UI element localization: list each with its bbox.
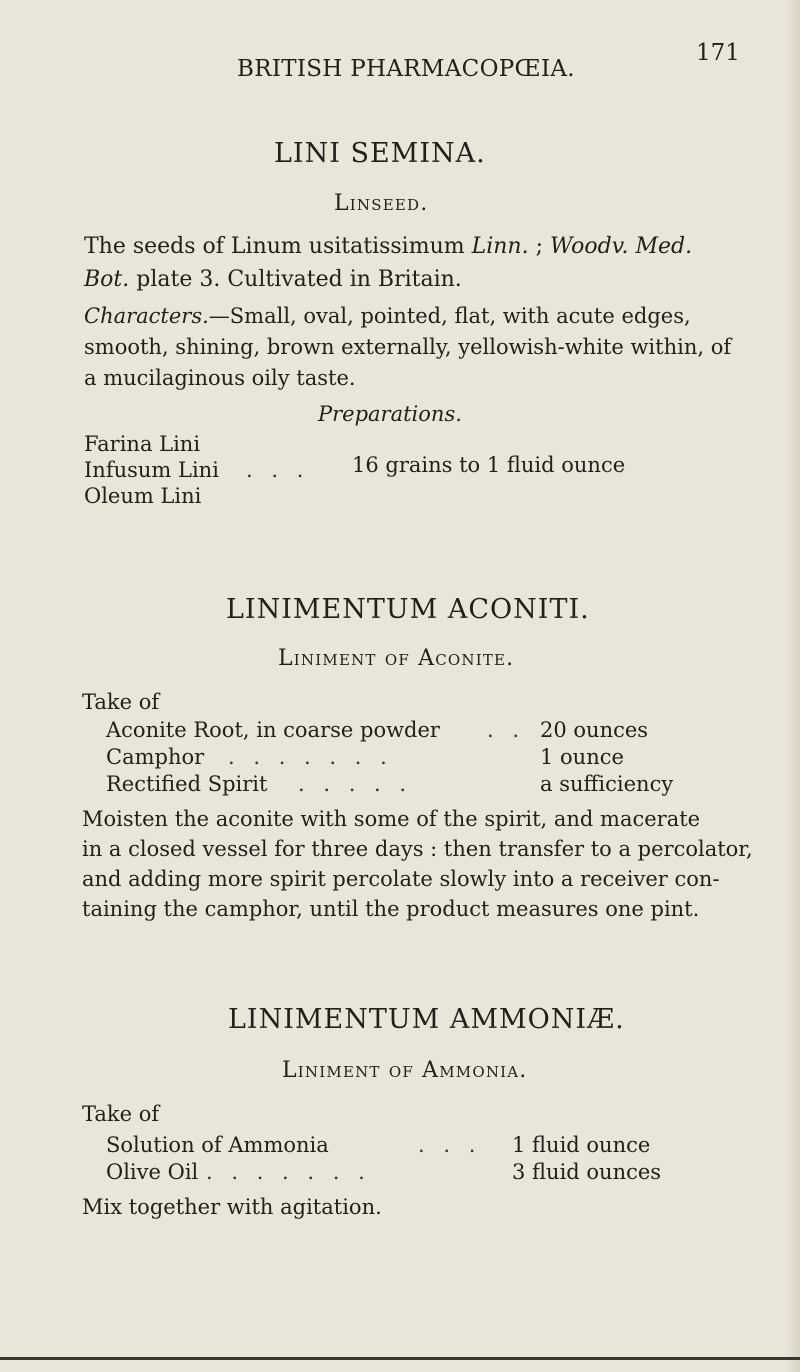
page-number: 171 <box>696 40 740 66</box>
aconite-directions-line-2: in a closed vessel for three days : then transfer to a percolator, <box>82 837 753 861</box>
ingredient-leader-dots: . . . . . <box>298 772 413 796</box>
ingredient-leader-dots: . . <box>487 718 526 742</box>
source-text: The seeds of Linum usitatissimum <box>84 234 472 259</box>
preparations-heading: Preparations. <box>318 402 462 426</box>
linimentum-aconiti-title: LINIMENTUM ACONITI. <box>226 594 590 625</box>
characters-label: Characters. <box>84 304 209 328</box>
ingredient-rectified-spirit: Rectified Spirit <box>106 772 268 796</box>
preparation-oleum-lini: Oleum Lini <box>84 484 202 508</box>
lini-semina-title: LINI SEMINA. <box>274 138 486 169</box>
linimentum-aconiti-subtitle: Liniment of Aconite. <box>278 646 515 671</box>
ingredient-ammonia-qty: 1 fluid ounce <box>512 1133 651 1157</box>
characters-line-3: a mucilaginous oily taste. <box>84 366 356 390</box>
aconite-take-of: Take of <box>82 690 160 714</box>
source-plate: plate 3. Cultivated in Britain. <box>129 267 462 292</box>
lini-semina-source-line-2 <box>84 263 462 296</box>
ingredient-camphor: Camphor <box>106 745 205 769</box>
preparation-leader-dots: . . . <box>246 458 310 482</box>
running-head: BRITISH PHARMACOPŒIA. <box>237 56 575 82</box>
ingredient-olive-oil: Olive Oil <box>106 1160 199 1184</box>
lini-semina-source-line-1 <box>84 230 692 263</box>
ammonia-take-of: Take of <box>82 1102 160 1126</box>
lini-semina-subtitle: Linseed. <box>334 191 429 216</box>
ingredient-aconite-qty: 20 ounces <box>540 718 649 742</box>
ingredient-leader-dots: . . . . . . . <box>228 745 393 769</box>
ingredient-olive-oil-qty: 3 fluid ounces <box>512 1160 662 1184</box>
source-separator: ; <box>528 234 550 259</box>
preparation-farina-lini: Farina Lini <box>84 432 201 456</box>
ingredient-solution-of-ammonia: Solution of Ammonia <box>106 1133 329 1157</box>
ingredient-leader-dots: . . . . . . . <box>206 1160 371 1184</box>
preparation-infusum-lini: Infusum Lini <box>84 458 219 482</box>
aconite-directions-line-4: taining the camphor, until the product measures one pint. <box>82 897 700 921</box>
woodv-citation: Woodv. Med. <box>550 234 693 259</box>
ingredient-leader-dots: . . . <box>418 1133 482 1157</box>
linimentum-ammoniae-subtitle: Liniment of Ammonia. <box>282 1058 528 1083</box>
characters-line-2: smooth, shining, brown externally, yellowish-white within, of <box>84 335 732 359</box>
preparation-infusum-dose: 16 grains to 1 fluid ounce <box>352 453 626 477</box>
page-edge-shadow <box>786 0 800 1372</box>
aconite-directions-line-1: Moisten the aconite with some of the spirit, and macerate <box>82 807 701 831</box>
ammonia-directions: Mix together with agitation. <box>82 1195 382 1219</box>
ingredient-camphor-qty: 1 ounce <box>540 745 624 769</box>
characters-text: —Small, oval, pointed, flat, with acute edges, <box>208 304 691 328</box>
linimentum-ammoniae-title: LINIMENTUM AMMONIÆ. <box>228 1004 625 1035</box>
ingredient-aconite-root: Aconite Root, in coarse powder <box>106 718 440 742</box>
bottom-rule <box>0 1357 800 1360</box>
ingredient-spirit-qty: a sufficiency <box>540 772 674 796</box>
linn-citation: Linn. <box>471 234 529 259</box>
bot-citation: Bot. <box>84 267 130 292</box>
aconite-directions-line-3: and adding more spirit percolate slowly into a receiver con- <box>82 867 720 891</box>
characters-line-1 <box>84 300 691 333</box>
